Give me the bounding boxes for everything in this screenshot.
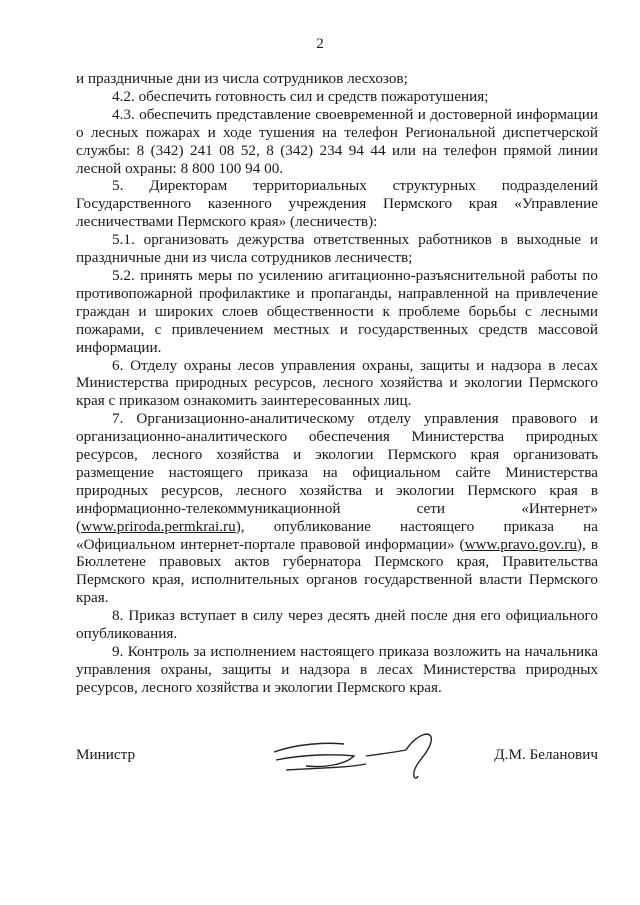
paragraph-continuation: и праздничные дни из числа сотрудников лесхозов;	[76, 70, 408, 87]
paragraph-6: 6. Отделу охраны лесов управления охраны, защиты и надзора в лесах Министерства природных ресурсов, лесного хозяйства и экологии Пермского края с приказом ознакомить заинтересованных лиц.	[76, 356, 598, 410]
paragraph-7	[76, 410, 598, 607]
signature-block	[76, 732, 598, 792]
paragraph-5-2: 5.2. принять меры по усилению агитационно-разъяснительной работы по противопожарной профилактике и пропаганды, направленной на привлечение граждан и широких слоев общественности к проблеме борьбы с лесными пожарами, с привлечением местных и государственных средств массовой информации.	[76, 266, 598, 356]
page-number: 2	[316, 36, 324, 52]
paragraph-5-1: 5.1. организовать дежурства ответственных работников в выходные и праздничные дни из числа сотрудников лесничеств;	[76, 231, 598, 267]
paragraph-4-3: 4.3. обеспечить представление своевременной и достоверной информации о лесных пожарах и ходе тушения на телефон Региональной диспетчерской службы: 8 (342) 241 08 52, 8 (342) 234 94 44 или на телефон прямой линии лесной охраны: 8 800 100 94 00.	[76, 105, 598, 177]
paragraph-7-part-a: 7. Организационно-аналитическому отделу управления правового и организационно-аналитического обеспечения Министерства природных ресурсов, лесного хозяйства и экологии Пермского края организовать размещение настоящего приказа на официальном сайте Министерства природных ресурсов, лесного хозяйства и экологии Пермского края в информационно-телекоммуникационной сети «Интернет» (	[76, 410, 598, 535]
signer-name: Д.М. Беланович	[494, 746, 598, 763]
handwritten-signature	[266, 724, 446, 780]
priroda-link[interactable]: www.priroda.permkrai.ru	[81, 517, 236, 535]
paragraph-4-2: 4.2. обеспечить готовность сил и средств пожаротушения;	[112, 87, 489, 105]
document-body	[76, 70, 598, 697]
paragraph-9: 9. Контроль за исполнением настоящего приказа возложить на начальника управления охраны, защиты и надзора в лесах Министерства природных ресурсов, лесного хозяйства и экологии Пермского края.	[76, 643, 598, 696]
signer-title: Министр	[76, 746, 136, 763]
pravo-link[interactable]: www.pravo.gov.ru	[464, 535, 577, 553]
paragraph-7-part-c: ), в Бюллетене правовых актов губернатора Пермского края, Правительства Пермского края, исполнительных органов государственной власти Пермского края.	[76, 535, 598, 607]
paragraph-7-part-b: ), опубликование настоящего приказа на «Официальном интернет-портале правовой информации» (	[76, 517, 598, 553]
paragraph-8: 8. Приказ вступает в силу через десять дней после дня его официального опубликования.	[76, 607, 598, 643]
paragraph-5: 5. Директорам территориальных структурных подразделений Государственного казенного учреждения Пермского края «Управление лесничествами Пермского края» (лесничеств):	[76, 177, 598, 231]
